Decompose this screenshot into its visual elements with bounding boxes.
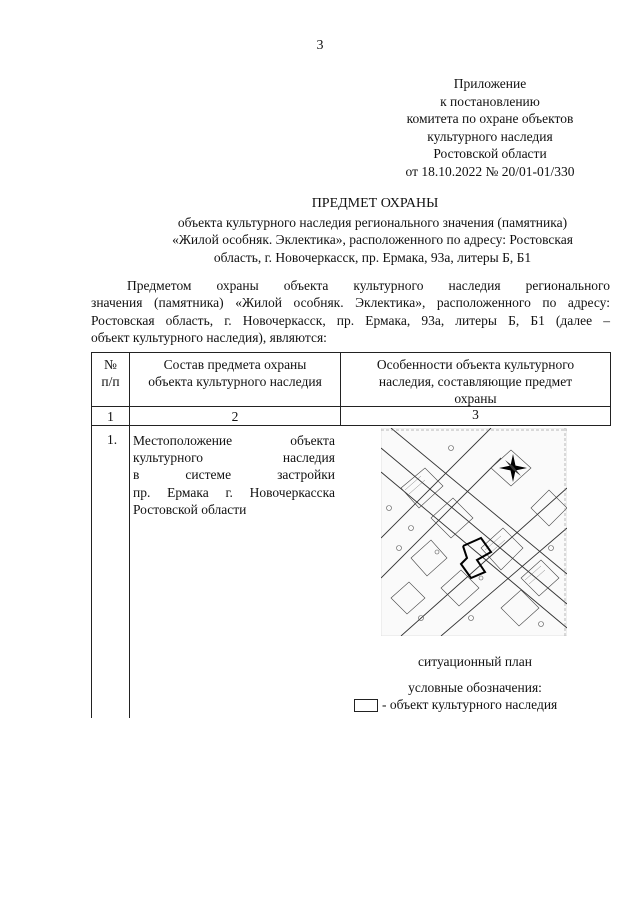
document-subtitle	[130, 214, 615, 266]
composition-line: культурного наследия	[133, 450, 335, 466]
subtitle-line: «Жилой особняк. Эклектика», расположенного по адресу: Ростовская	[172, 232, 573, 248]
intro-line: значения (памятника) «Жилой особняк. Эклектика», расположенного по адресу:	[91, 295, 610, 311]
header-composition: Состав предмета охраны объекта культурного наследия	[148, 357, 322, 389]
intro-line: Предметом охраны объекта культурного наследия регионального	[127, 278, 610, 293]
intro-line: Ростовская область, г. Новочеркасск, пр. Ермака, 93а, литеры Б, Б1 (далее –	[91, 312, 610, 328]
subtitle-line: область, г. Новочеркасск, пр. Ермака, 93а, литеры Б, Б1	[213, 249, 532, 265]
header-features: Особенности объекта культурного наследия, составляющие предмет охраны	[376, 357, 575, 406]
header-num: № п/п	[101, 357, 120, 389]
appendix-line: Приложение	[453, 76, 527, 91]
row-number: 1.	[106, 432, 118, 447]
document-title: ПРЕДМЕТ ОХРАНЫ	[311, 196, 439, 211]
intro-line: объект культурного наследия), являются:	[91, 330, 327, 346]
subtitle-line: объекта культурного наследия регионального значения (памятника)	[177, 215, 568, 230]
legend-item-label: - объект культурного наследия	[382, 697, 558, 712]
appendix-line: от 18.10.2022 № 20/01-01/330	[405, 163, 575, 179]
situation-plan-map	[381, 428, 567, 636]
col-number-1: 1	[107, 409, 114, 424]
heritage-outline-legend-icon	[354, 699, 378, 712]
row-composition-text	[133, 432, 335, 518]
appendix-line: комитета по охране объектов	[406, 111, 574, 127]
composition-line: Местоположение объекта	[133, 433, 335, 448]
legend-item	[354, 697, 557, 713]
col-number-2: 2	[231, 409, 239, 424]
composition-line: пр. Ермака г. Новочеркасска	[133, 484, 335, 500]
legend-title: условные обозначения:	[408, 680, 542, 695]
appendix-block	[370, 75, 610, 181]
intro-paragraph	[91, 277, 610, 347]
situation-plan-drawing	[381, 428, 567, 636]
page-number: 3	[316, 38, 324, 53]
composition-line: Ростовской области	[133, 501, 247, 517]
appendix-line: к постановлению	[440, 93, 540, 109]
appendix-line: культурного наследия	[427, 128, 553, 144]
composition-line: в системе застройки	[133, 467, 335, 483]
col-number-3: 3	[472, 407, 479, 422]
appendix-line: Ростовской области	[433, 146, 547, 162]
map-caption: ситуационный план	[418, 654, 532, 669]
